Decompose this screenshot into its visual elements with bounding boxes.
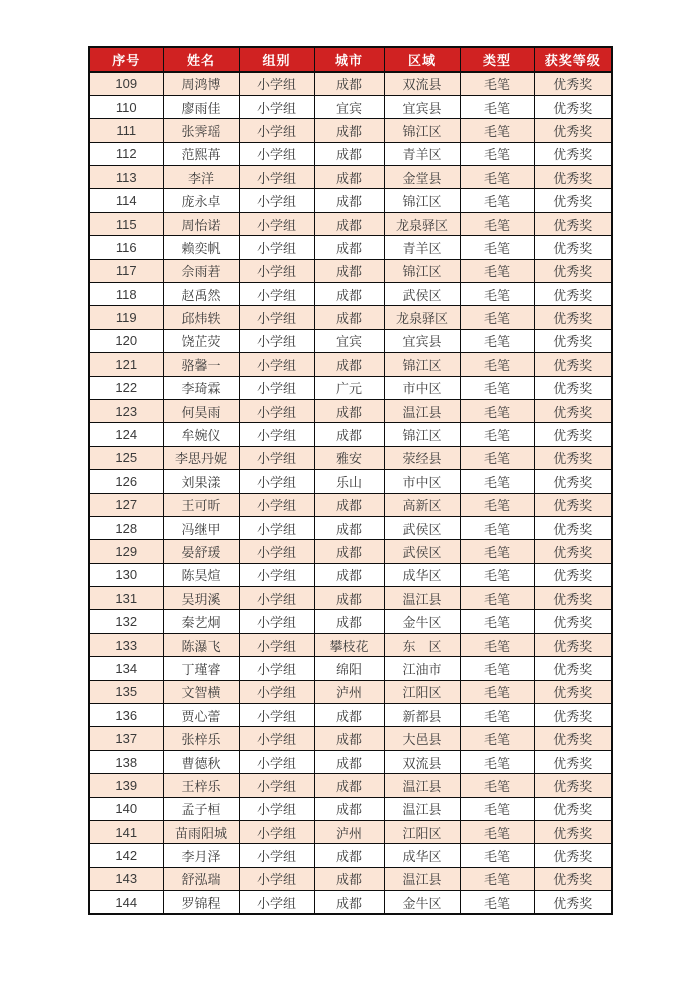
serial-cell: 115 [89,212,163,235]
serial-cell: 124 [89,423,163,446]
name-cell: 罗锦程 [163,891,239,914]
award-cell: 优秀奖 [534,306,612,329]
district-cell: 成华区 [384,563,460,586]
type-cell: 毛笔 [460,750,534,773]
group-cell: 小学组 [239,844,314,867]
table-row [89,821,612,844]
award-cell: 优秀奖 [534,142,612,165]
district-cell: 宜宾县 [384,95,460,118]
serial-cell: 113 [89,166,163,189]
name-cell: 李月泽 [163,844,239,867]
name-cell: 李思丹妮 [163,446,239,469]
name-cell: 廖雨佳 [163,95,239,118]
district-cell: 锦江区 [384,353,460,376]
header-type: 类型 [460,47,534,72]
name-cell: 文智横 [163,680,239,703]
serial-cell: 140 [89,797,163,820]
name-cell: 陈瀑飞 [163,633,239,656]
district-cell: 成华区 [384,844,460,867]
table-body [89,72,612,914]
city-cell: 成都 [314,423,384,446]
group-cell: 小学组 [239,259,314,282]
name-cell: 范熙苒 [163,142,239,165]
district-cell: 市中区 [384,376,460,399]
district-cell: 温江县 [384,587,460,610]
serial-cell: 109 [89,72,163,95]
award-cell: 优秀奖 [534,399,612,422]
name-cell: 冯继甲 [163,516,239,539]
table-row [89,844,612,867]
serial-cell: 138 [89,750,163,773]
type-cell: 毛笔 [460,610,534,633]
serial-cell: 118 [89,283,163,306]
group-cell: 小学组 [239,727,314,750]
name-cell: 赖奕帆 [163,236,239,259]
city-cell: 成都 [314,306,384,329]
name-cell: 赵禹然 [163,283,239,306]
city-cell: 成都 [314,797,384,820]
serial-cell: 142 [89,844,163,867]
city-cell: 成都 [314,259,384,282]
name-cell: 张梓乐 [163,727,239,750]
district-cell: 青羊区 [384,236,460,259]
group-cell: 小学组 [239,376,314,399]
city-cell: 成都 [314,166,384,189]
district-cell: 温江县 [384,797,460,820]
group-cell: 小学组 [239,212,314,235]
city-cell: 成都 [314,283,384,306]
type-cell: 毛笔 [460,680,534,703]
group-cell: 小学组 [239,774,314,797]
group-cell: 小学组 [239,540,314,563]
table-row [89,727,612,750]
city-cell: 成都 [314,610,384,633]
table-row [89,142,612,165]
district-cell: 宜宾县 [384,329,460,352]
award-cell: 优秀奖 [534,423,612,446]
group-cell: 小学组 [239,867,314,890]
district-cell: 龙泉驿区 [384,212,460,235]
city-cell: 成都 [314,353,384,376]
city-cell: 成都 [314,516,384,539]
name-cell: 丁瑾睿 [163,657,239,680]
group-cell: 小学组 [239,821,314,844]
table-row [89,610,612,633]
type-cell: 毛笔 [460,633,534,656]
table-row [89,563,612,586]
city-cell: 成都 [314,844,384,867]
serial-cell: 114 [89,189,163,212]
award-cell: 优秀奖 [534,867,612,890]
award-cell: 优秀奖 [534,516,612,539]
name-cell: 牟婉仪 [163,423,239,446]
header-serial: 序号 [89,47,163,72]
award-cell: 优秀奖 [534,353,612,376]
district-cell: 新都县 [384,704,460,727]
type-cell: 毛笔 [460,470,534,493]
award-cell: 优秀奖 [534,212,612,235]
group-cell: 小学组 [239,142,314,165]
name-cell: 孟子桓 [163,797,239,820]
serial-cell: 122 [89,376,163,399]
table-row [89,353,612,376]
district-cell: 温江县 [384,774,460,797]
type-cell: 毛笔 [460,166,534,189]
city-cell: 成都 [314,236,384,259]
table-row [89,680,612,703]
serial-cell: 136 [89,704,163,727]
group-cell: 小学组 [239,797,314,820]
city-cell: 成都 [314,867,384,890]
name-cell: 吴玥溪 [163,587,239,610]
table-row [89,119,612,142]
group-cell: 小学组 [239,680,314,703]
serial-cell: 137 [89,727,163,750]
name-cell: 刘果漾 [163,470,239,493]
award-cell: 优秀奖 [534,493,612,516]
district-cell: 东 区 [384,633,460,656]
serial-cell: 131 [89,587,163,610]
city-cell: 成都 [314,399,384,422]
table-row [89,704,612,727]
district-cell: 双流县 [384,72,460,95]
district-cell: 高新区 [384,493,460,516]
award-cell: 优秀奖 [534,189,612,212]
district-cell: 龙泉驿区 [384,306,460,329]
group-cell: 小学组 [239,283,314,306]
type-cell: 毛笔 [460,399,534,422]
type-cell: 毛笔 [460,774,534,797]
serial-cell: 134 [89,657,163,680]
header-group: 组别 [239,47,314,72]
serial-cell: 135 [89,680,163,703]
table-row [89,236,612,259]
table-row [89,657,612,680]
type-cell: 毛笔 [460,563,534,586]
award-cell: 优秀奖 [534,470,612,493]
table-row [89,774,612,797]
type-cell: 毛笔 [460,95,534,118]
table-row [89,95,612,118]
name-cell: 舒泓瑞 [163,867,239,890]
header-district: 区域 [384,47,460,72]
group-cell: 小学组 [239,306,314,329]
name-cell: 王可昕 [163,493,239,516]
district-cell: 锦江区 [384,423,460,446]
type-cell: 毛笔 [460,727,534,750]
award-cell: 优秀奖 [534,329,612,352]
name-cell: 佘雨莙 [163,259,239,282]
serial-cell: 110 [89,95,163,118]
district-cell: 青羊区 [384,142,460,165]
group-cell: 小学组 [239,72,314,95]
name-cell: 骆馨一 [163,353,239,376]
serial-cell: 125 [89,446,163,469]
group-cell: 小学组 [239,166,314,189]
award-cell: 优秀奖 [534,540,612,563]
serial-cell: 133 [89,633,163,656]
award-cell: 优秀奖 [534,259,612,282]
district-cell: 金牛区 [384,610,460,633]
district-cell: 温江县 [384,867,460,890]
city-cell: 泸州 [314,680,384,703]
name-cell: 王梓乐 [163,774,239,797]
award-cell: 优秀奖 [534,750,612,773]
type-cell: 毛笔 [460,189,534,212]
type-cell: 毛笔 [460,119,534,142]
serial-cell: 111 [89,119,163,142]
group-cell: 小学组 [239,470,314,493]
serial-cell: 126 [89,470,163,493]
table-row [89,306,612,329]
group-cell: 小学组 [239,423,314,446]
district-cell: 双流县 [384,750,460,773]
award-cell: 优秀奖 [534,797,612,820]
district-cell: 锦江区 [384,259,460,282]
city-cell: 成都 [314,727,384,750]
name-cell: 邱炜轶 [163,306,239,329]
table-row [89,797,612,820]
table-row [89,633,612,656]
district-cell: 金牛区 [384,891,460,914]
serial-cell: 132 [89,610,163,633]
serial-cell: 127 [89,493,163,516]
city-cell: 成都 [314,774,384,797]
type-cell: 毛笔 [460,236,534,259]
name-cell: 周怡诺 [163,212,239,235]
name-cell: 李洋 [163,166,239,189]
city-cell: 成都 [314,212,384,235]
city-cell: 成都 [314,493,384,516]
district-cell: 大邑县 [384,727,460,750]
name-cell: 贾心蕾 [163,704,239,727]
type-cell: 毛笔 [460,516,534,539]
table-row [89,329,612,352]
serial-cell: 129 [89,540,163,563]
serial-cell: 144 [89,891,163,914]
group-cell: 小学组 [239,516,314,539]
award-cell: 优秀奖 [534,633,612,656]
award-cell: 优秀奖 [534,587,612,610]
district-cell: 江阳区 [384,821,460,844]
district-cell: 江油市 [384,657,460,680]
city-cell: 成都 [314,119,384,142]
type-cell: 毛笔 [460,376,534,399]
type-cell: 毛笔 [460,329,534,352]
award-cell: 优秀奖 [534,376,612,399]
type-cell: 毛笔 [460,423,534,446]
award-cell: 优秀奖 [534,891,612,914]
award-cell: 优秀奖 [534,774,612,797]
group-cell: 小学组 [239,563,314,586]
name-cell: 苗雨阳城 [163,821,239,844]
type-cell: 毛笔 [460,540,534,563]
name-cell: 饶芷荧 [163,329,239,352]
header-award: 获奖等级 [534,47,612,72]
group-cell: 小学组 [239,399,314,422]
district-cell: 锦江区 [384,119,460,142]
name-cell: 李琦霖 [163,376,239,399]
table-row [89,540,612,563]
serial-cell: 141 [89,821,163,844]
award-cell: 优秀奖 [534,95,612,118]
city-cell: 成都 [314,540,384,563]
group-cell: 小学组 [239,633,314,656]
serial-cell: 120 [89,329,163,352]
table-row [89,423,612,446]
award-cell: 优秀奖 [534,727,612,750]
district-cell: 金堂县 [384,166,460,189]
type-cell: 毛笔 [460,587,534,610]
group-cell: 小学组 [239,446,314,469]
type-cell: 毛笔 [460,259,534,282]
name-cell: 晏舒瑗 [163,540,239,563]
city-cell: 宜宾 [314,329,384,352]
group-cell: 小学组 [239,329,314,352]
district-cell: 锦江区 [384,189,460,212]
award-cell: 优秀奖 [534,821,612,844]
table-row [89,470,612,493]
type-cell: 毛笔 [460,821,534,844]
type-cell: 毛笔 [460,212,534,235]
serial-cell: 116 [89,236,163,259]
serial-cell: 119 [89,306,163,329]
name-cell: 秦艺炯 [163,610,239,633]
serial-cell: 128 [89,516,163,539]
name-cell: 周鸿博 [163,72,239,95]
award-cell: 优秀奖 [534,563,612,586]
city-cell: 乐山 [314,470,384,493]
district-cell: 温江县 [384,399,460,422]
award-cell: 优秀奖 [534,166,612,189]
header-city: 城市 [314,47,384,72]
award-cell: 优秀奖 [534,610,612,633]
group-cell: 小学组 [239,353,314,376]
district-cell: 荥经县 [384,446,460,469]
type-cell: 毛笔 [460,844,534,867]
type-cell: 毛笔 [460,142,534,165]
type-cell: 毛笔 [460,306,534,329]
award-cell: 优秀奖 [534,844,612,867]
header-name: 姓名 [163,47,239,72]
city-cell: 成都 [314,587,384,610]
table-row [89,212,612,235]
table-row [89,72,612,95]
table-row [89,283,612,306]
district-cell: 武侯区 [384,540,460,563]
district-cell: 武侯区 [384,283,460,306]
table-row [89,446,612,469]
name-cell: 庞永卓 [163,189,239,212]
type-cell: 毛笔 [460,797,534,820]
award-cell: 优秀奖 [534,704,612,727]
group-cell: 小学组 [239,704,314,727]
city-cell: 攀枝花 [314,633,384,656]
city-cell: 泸州 [314,821,384,844]
name-cell: 曹德秋 [163,750,239,773]
serial-cell: 139 [89,774,163,797]
serial-cell: 123 [89,399,163,422]
city-cell: 宜宾 [314,95,384,118]
name-cell: 陈昊煊 [163,563,239,586]
type-cell: 毛笔 [460,867,534,890]
city-cell: 成都 [314,142,384,165]
city-cell: 成都 [314,189,384,212]
group-cell: 小学组 [239,119,314,142]
name-cell: 何昊雨 [163,399,239,422]
type-cell: 毛笔 [460,657,534,680]
table-row [89,891,612,914]
group-cell: 小学组 [239,95,314,118]
district-cell: 江阳区 [384,680,460,703]
header-row [89,47,612,72]
city-cell: 成都 [314,563,384,586]
type-cell: 毛笔 [460,72,534,95]
table-row [89,867,612,890]
city-cell: 成都 [314,891,384,914]
award-cell: 优秀奖 [534,236,612,259]
award-cell: 优秀奖 [534,72,612,95]
city-cell: 成都 [314,750,384,773]
type-cell: 毛笔 [460,353,534,376]
serial-cell: 130 [89,563,163,586]
city-cell: 成都 [314,72,384,95]
serial-cell: 117 [89,259,163,282]
table-row [89,189,612,212]
table-row [89,166,612,189]
city-cell: 广元 [314,376,384,399]
award-cell: 优秀奖 [534,446,612,469]
award-cell: 优秀奖 [534,680,612,703]
district-cell: 市中区 [384,470,460,493]
city-cell: 绵阳 [314,657,384,680]
award-cell: 优秀奖 [534,119,612,142]
table-row [89,750,612,773]
serial-cell: 112 [89,142,163,165]
group-cell: 小学组 [239,493,314,516]
table-row [89,399,612,422]
table-row [89,516,612,539]
table-row [89,493,612,516]
group-cell: 小学组 [239,750,314,773]
award-cell: 优秀奖 [534,657,612,680]
table-header [89,47,612,72]
table-row [89,376,612,399]
group-cell: 小学组 [239,891,314,914]
award-cell: 优秀奖 [534,283,612,306]
type-cell: 毛笔 [460,446,534,469]
type-cell: 毛笔 [460,704,534,727]
serial-cell: 121 [89,353,163,376]
name-cell: 张霁瑶 [163,119,239,142]
district-cell: 武侯区 [384,516,460,539]
type-cell: 毛笔 [460,891,534,914]
table-row [89,259,612,282]
group-cell: 小学组 [239,587,314,610]
serial-cell: 143 [89,867,163,890]
group-cell: 小学组 [239,610,314,633]
type-cell: 毛笔 [460,283,534,306]
group-cell: 小学组 [239,657,314,680]
city-cell: 雅安 [314,446,384,469]
city-cell: 成都 [314,704,384,727]
type-cell: 毛笔 [460,493,534,516]
group-cell: 小学组 [239,236,314,259]
table-row [89,587,612,610]
group-cell: 小学组 [239,189,314,212]
award-table [88,46,613,915]
